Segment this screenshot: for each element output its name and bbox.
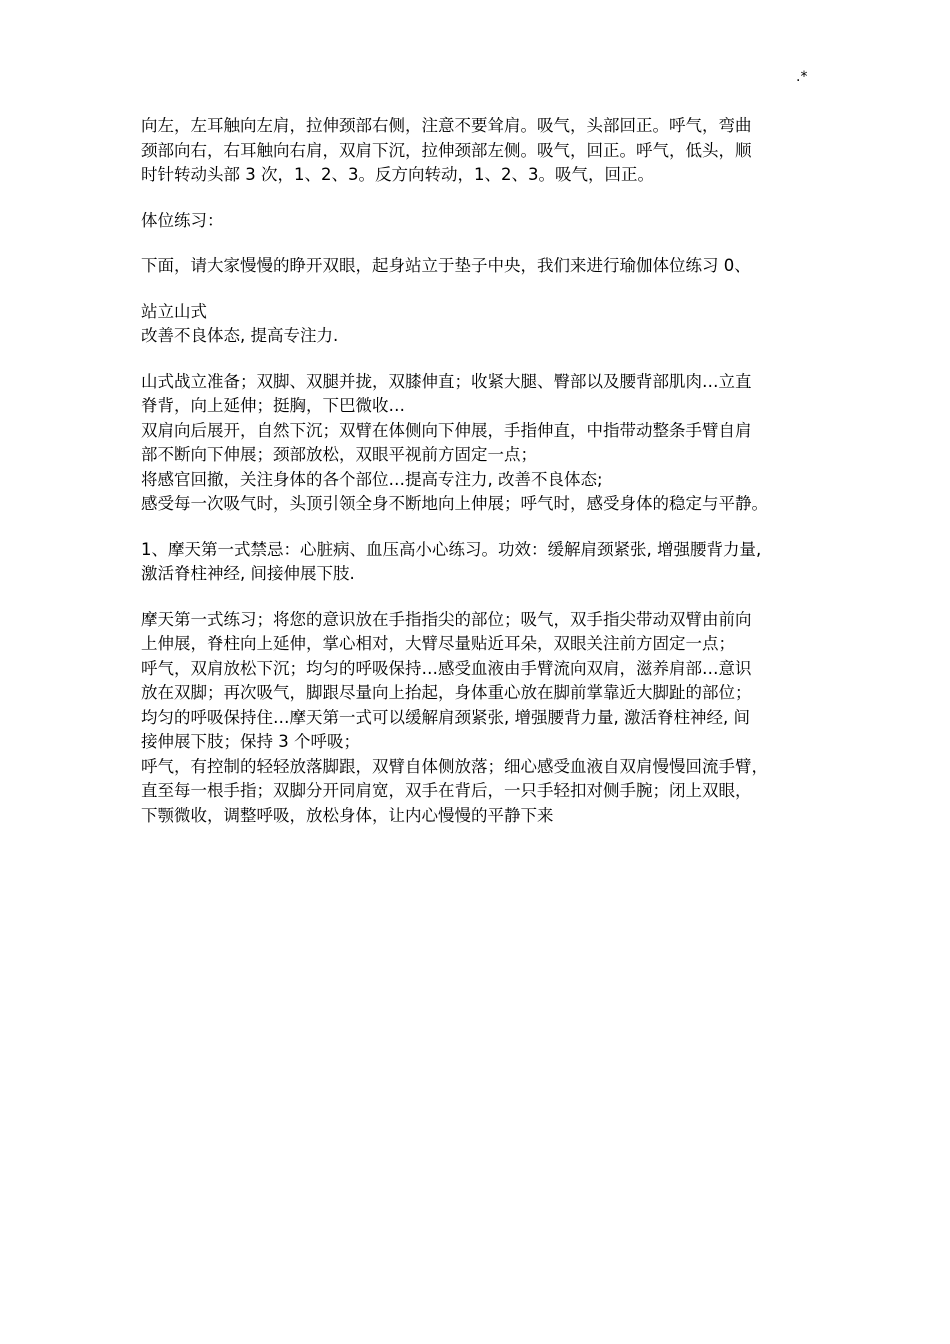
paragraph-gap — [141, 587, 831, 608]
text-line: 1、摩天第一式禁忌：心脏病、血压高小心练习。功效：缓解肩颈紧张, 增强腰背力量, — [141, 539, 762, 559]
text-line: 摩天第一式练习；将您的意识放在手指指尖的部位；吸气，双手指尖带动双臂由前向 — [141, 609, 752, 629]
text-line: 上伸展，脊柱向上延伸，掌心相对，大臂尽量贴近耳朵，双眼关注前方固定一点； — [141, 634, 735, 653]
header-mark: .* — [796, 69, 808, 85]
text-line: 部不断向下伸展；颈部放松，双眼平视前方固定一点； — [141, 445, 537, 464]
text-line: 呼气，有控制的轻轻放落脚跟，双臂自体侧放落；细心感受血液自双肩慢慢回流手臂， — [141, 756, 768, 776]
paragraph-gap — [141, 233, 831, 254]
text-line: 改善不良体态, 提高专注力. — [141, 326, 339, 345]
paragraph-mountain-pose-steps — [141, 370, 831, 517]
text-line: 双肩向后展开，自然下沉；双臂在体侧向下伸展，手指伸直，中指带动整条手臂自肩 — [141, 420, 752, 440]
text-line: 站立山式 — [141, 301, 207, 321]
paragraph-neck-stretch — [141, 114, 831, 188]
text-line: 感受每一次吸气时，头顶引领全身不断地向上伸展；呼气时，感受身体的稳定与平静。 — [141, 494, 768, 513]
paragraph-motian-practice — [141, 608, 831, 829]
text-line: 直至每一根手指；双脚分开同肩宽，双手在背后，一只手轻扣对侧手腕；闭上双眼， — [141, 781, 752, 800]
text-line: 激活脊柱神经, 间接伸展下肢. — [141, 564, 355, 583]
paragraph-gap — [141, 279, 831, 300]
paragraph-mountain-pose-title — [141, 300, 831, 349]
text-line: 呼气，双肩放松下沉；均匀的呼吸保持…感受血液由手臂流向双肩，滋养肩部…意识 — [141, 658, 752, 678]
text-line: 颈部向右，右耳触向右肩，双肩下沉，拉伸颈部左侧。吸气，回正。呼气，低头，顺 — [141, 140, 752, 160]
paragraph-motian-contraindications — [141, 538, 831, 587]
paragraph-intro — [141, 254, 831, 279]
text-line: 下面，请大家慢慢的睁开双眼，起身站立于垫子中央，我们来进行瑜伽体位练习 0、 — [141, 256, 751, 275]
text-line: 接伸展下肢；保持 3 个呼吸； — [141, 732, 360, 751]
text-line: 时针转动头部 3 次，1、2、3。反方向转动，1、2、3。吸气，回正。 — [141, 165, 654, 184]
text-line: 体位练习： — [141, 210, 224, 230]
paragraph-gap — [141, 349, 831, 370]
document-body — [141, 114, 831, 828]
text-line: 脊背，向上延伸；挺胸，下巴微收… — [141, 396, 405, 415]
text-line: 向左，左耳触向左肩，拉伸颈部右侧，注意不要耸肩。吸气，头部回正。呼气，弯曲 — [141, 116, 752, 135]
text-line: 将感官回撤，关注身体的各个部位…提高专注力, 改善不良体态; — [141, 469, 603, 489]
text-line: 山式战立准备；双脚、双腿并拢，双膝伸直；收紧大腿、臀部以及腰背部肌肉…立直 — [141, 371, 752, 391]
text-line: 下颚微收，调整呼吸，放松身体，让内心慢慢的平静下来 — [141, 805, 554, 825]
text-line: 放在双脚；再次吸气，脚跟尽量向上抬起，身体重心放在脚前掌靠近大脚趾的部位； — [141, 683, 752, 702]
paragraph-gap — [141, 188, 831, 209]
text-line: 均匀的呼吸保持住…摩天第一式可以缓解肩颈紧张, 增强腰背力量, 激活脊柱神经, 间 — [141, 707, 750, 727]
section-heading-posture — [141, 209, 831, 234]
paragraph-gap — [141, 517, 831, 538]
